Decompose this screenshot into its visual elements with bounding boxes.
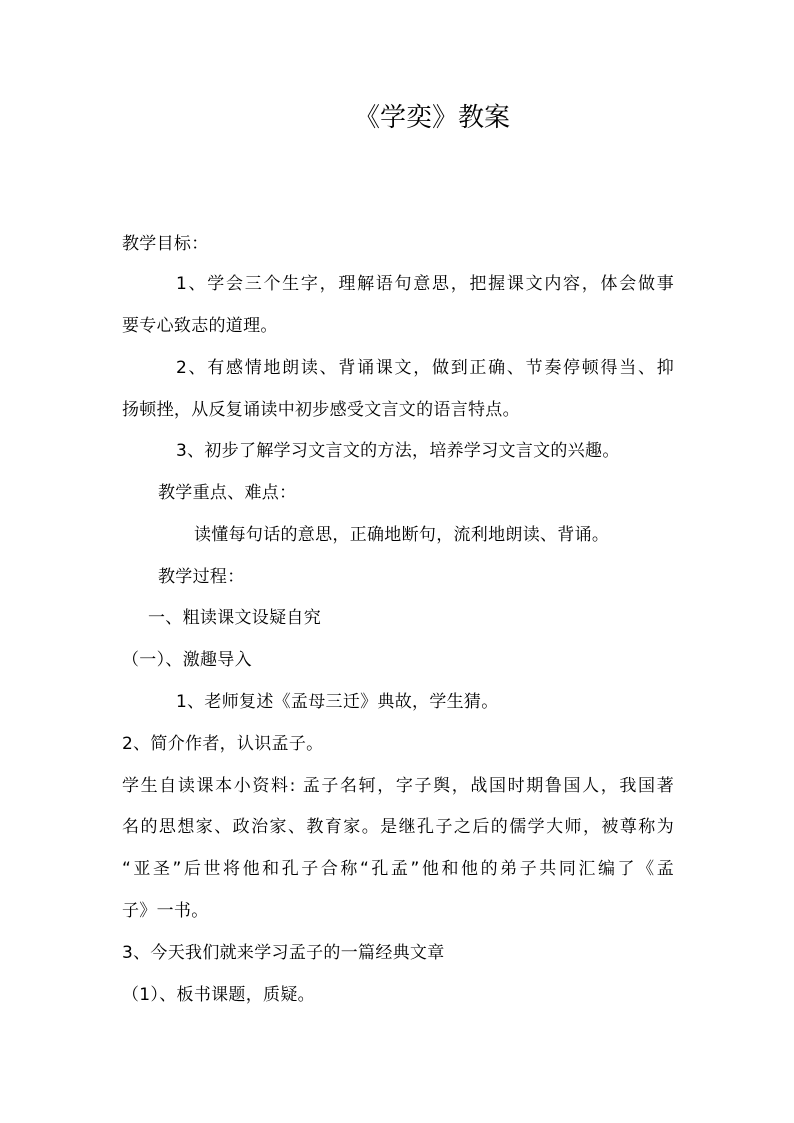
bio-line-2: 名的思想家、政治家、教育家。是继孔子之后的儒学大师，被尊称为 xyxy=(122,817,674,837)
goal-1-line-1: 1、学会三个生字，理解语句意思，把握课文内容，体会做事 xyxy=(176,274,674,294)
step-3-subitem: （1）、板书课题，质疑。 xyxy=(122,985,315,1005)
goal-2-line-1: 2、有感情地朗读、背诵课文，做到正确、节奏停顿得当、抑 xyxy=(176,358,674,378)
step-2: 2、简介作者，认识孟子。 xyxy=(122,734,324,754)
goals-heading: 教学目标： xyxy=(122,234,209,254)
part-1-heading: 一、粗读课文设疑自究 xyxy=(148,608,321,628)
goal-1-line-2: 要专心致志的道理。 xyxy=(122,316,278,336)
bio-line-4: 子》一书。 xyxy=(122,901,209,921)
part-1-subheading: （一）、激趣导入 xyxy=(122,650,252,670)
bio-line-1: 学生自读课本小资料: 孟子名轲，字子舆，战国时期鲁国人，我国著 xyxy=(122,776,674,796)
goal-3: 3、初步了解学习文言文的方法，培养学习文言文的兴趣。 xyxy=(176,441,620,461)
page-title: 《学奕》教案 xyxy=(353,103,510,133)
goal-2-line-2: 扬顿挫，从反复诵读中初步感受文言文的语言特点。 xyxy=(122,400,520,420)
process-heading: 教学过程： xyxy=(158,567,245,587)
key-points-heading: 教学重点、难点： xyxy=(158,483,297,503)
bio-line-3: “亚圣”后世将他和孔子合称“孔孟”他和他的弟子共同汇编了《孟 xyxy=(122,859,674,879)
step-1: 1、老师复述《孟母三迁》典故，学生猜。 xyxy=(176,692,499,712)
key-points-text: 读懂每句话的意思，正确地断句，流利地朗读、背诵。 xyxy=(194,525,610,545)
step-3: 3、今天我们就来学习孟子的一篇经典文章 xyxy=(122,943,445,963)
